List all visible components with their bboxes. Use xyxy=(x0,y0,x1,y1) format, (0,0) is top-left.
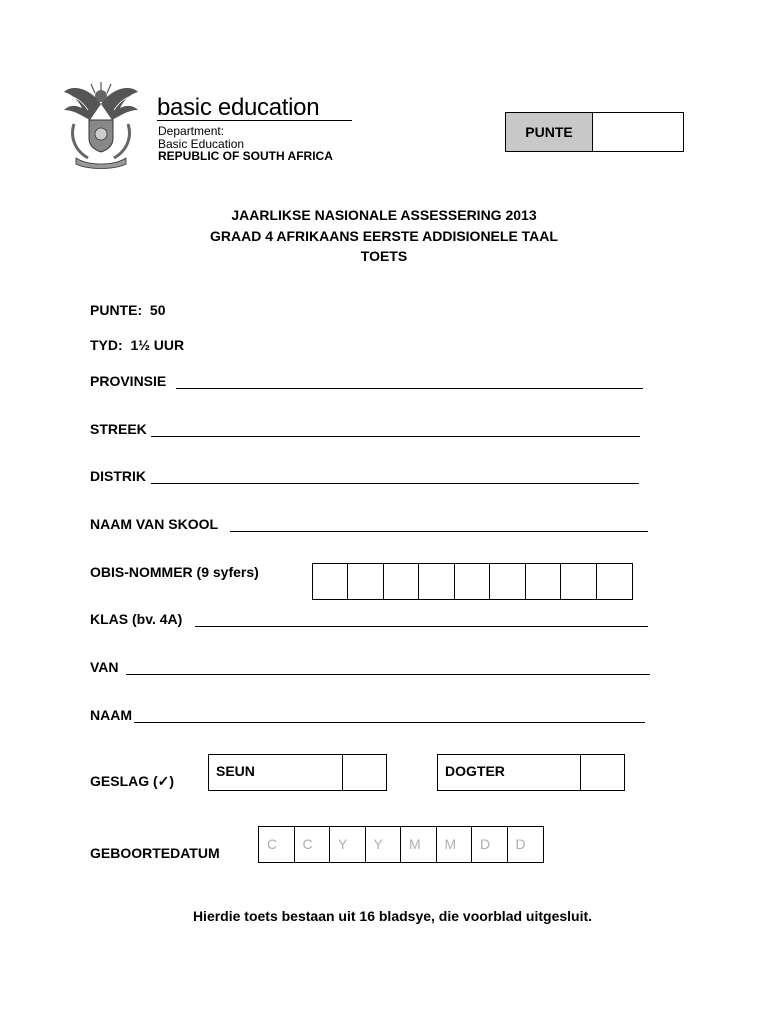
region-input-line[interactable] xyxy=(151,436,640,437)
gender-boy-checkbox[interactable] xyxy=(343,755,386,790)
time-info xyxy=(90,337,184,353)
emis-digit-cell[interactable] xyxy=(597,564,632,599)
time-value: 1½ UUR xyxy=(130,337,185,353)
score-box xyxy=(505,112,684,152)
score-label: PUNTE xyxy=(506,113,593,151)
birthdate-boxes xyxy=(258,826,544,863)
birthdate-cell[interactable]: M xyxy=(401,827,437,862)
emis-digit-cell[interactable] xyxy=(419,564,454,599)
coat-of-arms-icon xyxy=(60,78,142,170)
department-name: Basic Education xyxy=(158,137,245,151)
district-input-line[interactable] xyxy=(151,483,639,484)
surname-label: VAN xyxy=(90,659,119,675)
emis-digit-cell[interactable] xyxy=(384,564,419,599)
district-label: DISTRIK xyxy=(90,468,146,484)
region-label: STREEK xyxy=(90,421,147,437)
marks-label: PUNTE: xyxy=(90,302,143,318)
emis-digit-cell[interactable] xyxy=(348,564,383,599)
birthdate-label: GEBOORTEDATUM xyxy=(90,845,220,861)
marks-value: 50 xyxy=(149,302,166,318)
school-label: NAAM VAN SKOOL xyxy=(90,516,219,532)
province-input-line[interactable] xyxy=(176,388,643,389)
birthdate-cell[interactable]: Y xyxy=(366,827,402,862)
brand-divider xyxy=(157,120,352,121)
emis-digit-cell[interactable] xyxy=(313,564,348,599)
title-line-2: GRAAD 4 AFRIKAANS EERSTE ADDISIONELE TAAL xyxy=(210,228,558,244)
name-label: NAAM xyxy=(90,707,132,723)
birthdate-cell[interactable]: C xyxy=(259,827,295,862)
birthdate-cell[interactable]: D xyxy=(472,827,508,862)
gender-option-boy xyxy=(208,754,387,791)
class-label: KLAS (bv. 4A) xyxy=(90,611,183,627)
brand-title: basic education xyxy=(157,94,320,121)
title-line-3: TOETS xyxy=(360,248,408,264)
country-name: REPUBLIC OF SOUTH AFRICA xyxy=(158,149,333,163)
birthdate-cell[interactable]: C xyxy=(295,827,331,862)
emis-digit-cell[interactable] xyxy=(561,564,596,599)
title-line-1: JAARLIKSE NASIONALE ASSESSERING 2013 xyxy=(231,207,537,223)
gender-girl-checkbox[interactable] xyxy=(581,755,624,790)
department-label: Department: xyxy=(158,124,225,138)
emis-label: OBIS-NOMMER (9 syfers) xyxy=(90,564,259,580)
birthdate-cell[interactable]: M xyxy=(437,827,473,862)
surname-input-line[interactable] xyxy=(126,674,650,675)
birthdate-cell[interactable]: Y xyxy=(330,827,366,862)
gender-option-boy-label: SEUN xyxy=(209,755,343,790)
name-input-line[interactable] xyxy=(134,722,645,723)
gender-label: GESLAG (✓) xyxy=(90,773,175,789)
emis-digit-cell[interactable] xyxy=(526,564,561,599)
birthdate-cell[interactable]: D xyxy=(515,836,526,852)
school-input-line[interactable] xyxy=(230,531,648,532)
province-label: PROVINSIE xyxy=(90,373,167,389)
emis-digit-cell[interactable] xyxy=(490,564,525,599)
gender-option-girl xyxy=(437,754,625,791)
emis-digit-boxes xyxy=(312,563,633,600)
time-label: TYD: xyxy=(90,337,123,353)
footer-note: Hierdie toets bestaan uit 16 bladsye, die voorblad uitgesluit. xyxy=(192,908,593,924)
class-input-line[interactable] xyxy=(195,626,648,627)
score-value-field[interactable] xyxy=(593,113,683,151)
gender-option-girl-label: DOGTER xyxy=(438,755,581,790)
emis-digit-cell[interactable] xyxy=(455,564,490,599)
marks-info xyxy=(90,302,165,318)
